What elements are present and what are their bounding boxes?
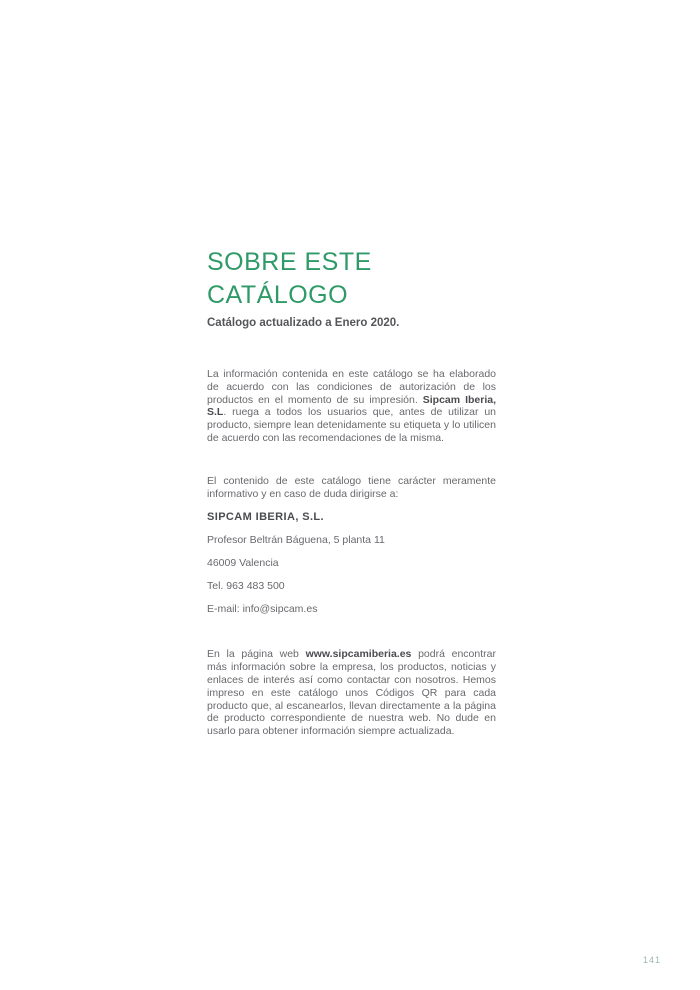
company-name-inline: Sipcam Iberia, S.L <box>207 393 497 419</box>
paragraph-legal-after: . ruega a todos los usuarios que, antes de utilizar un producto, siempre lean detenidamente su etiqueta y lo utilicen de acuerdo con las recomendaciones de la misma. <box>207 406 496 444</box>
page-title <box>207 246 496 312</box>
company-name: SIPCAM IBERIA, S.L. <box>207 511 324 524</box>
website-inline: www.sipcamiberia.es <box>305 648 412 661</box>
content-column <box>207 246 496 738</box>
contact-email: E-mail: info@sipcam.es <box>207 603 318 616</box>
update-note: Catálogo actualizado a Enero 2020. <box>207 317 400 329</box>
contact-phone: Tel. 963 483 500 <box>207 580 285 593</box>
contact-address: Profesor Beltrán Báguena, 5 planta 11 <box>207 534 385 547</box>
paragraph-legal <box>207 368 496 445</box>
page-title-line-2: CATÁLOGO <box>207 281 349 309</box>
paragraph-contact-intro: El contenido de este catálogo tiene carácter meramente informativo y en caso de duda dirigirse a: <box>207 474 496 500</box>
page-number: 141 <box>643 955 662 965</box>
paragraph-web-before: En la página web <box>207 648 306 661</box>
paragraph-legal-before: La información contenida en este catálogo se ha elaborado de acuerdo con las condiciones de autorización de los productos en el momento de su impresión. <box>207 368 496 406</box>
paragraph-web-after: podrá encontrar más información sobre la empresa, los productos, noticias y enlaces de interés así como contactar con nosotros. Hemos impreso en este catálogo unos Códigos QR para cada producto que, al escanearlos, llevan directamente a la página de producto correspondiente de nuestra web. No dude en usarlo para obtener información siempre actualizada. <box>207 648 496 738</box>
page-title-line-1: SOBRE ESTE <box>207 248 372 276</box>
paragraph-web <box>207 648 496 738</box>
contact-city: 46009 Valencia <box>207 557 279 570</box>
